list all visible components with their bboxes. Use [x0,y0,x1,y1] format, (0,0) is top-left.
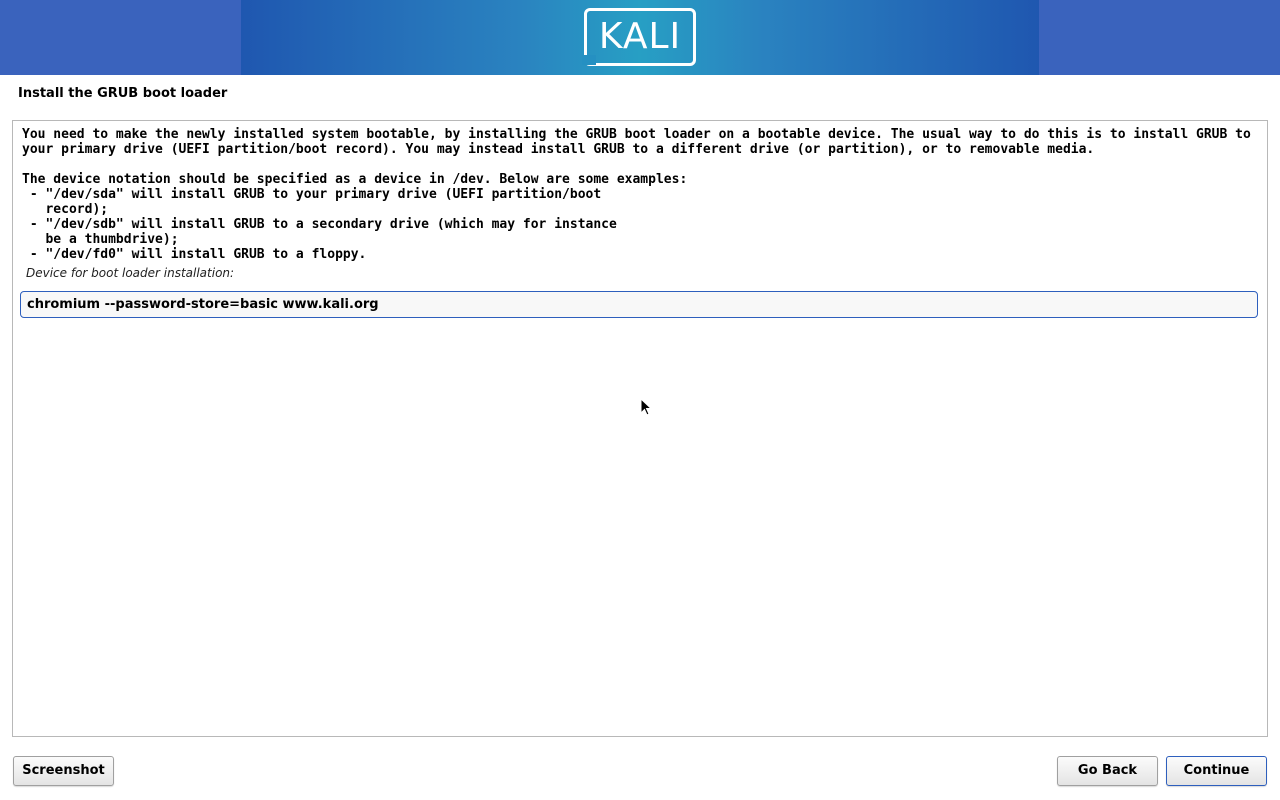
device-input[interactable] [20,291,1258,318]
continue-button[interactable]: Continue [1166,756,1267,786]
kali-logo: KALI [584,8,696,66]
screenshot-button[interactable]: Screenshot [13,756,114,786]
content-panel [12,120,1268,737]
logo-notch [582,55,596,65]
go-back-button[interactable]: Go Back [1057,756,1158,786]
page-title: Install the GRUB boot loader [18,86,228,101]
device-field-label: Device for boot loader installation: [26,266,235,280]
mouse-pointer-icon [640,398,654,418]
description-text: You need to make the newly installed system bootable, by installing the GRUB boot loader on a bootable device. The usual way to do this is to install GRUB to your primary drive (UEFI partition/boot record). You may instead install GRUB to a different drive (or partition), or to removable media. The device notation should be specified as a device in /dev. Below are some examples: - "/dev/sda" will install GRUB to your primary drive (UEFI partition/boot record); - "/dev/sdb" will install GRUB to a secondary drive (which may for instance be a thumbdrive); - "/dev/fd0" will install GRUB to a floppy. [22,127,1251,262]
